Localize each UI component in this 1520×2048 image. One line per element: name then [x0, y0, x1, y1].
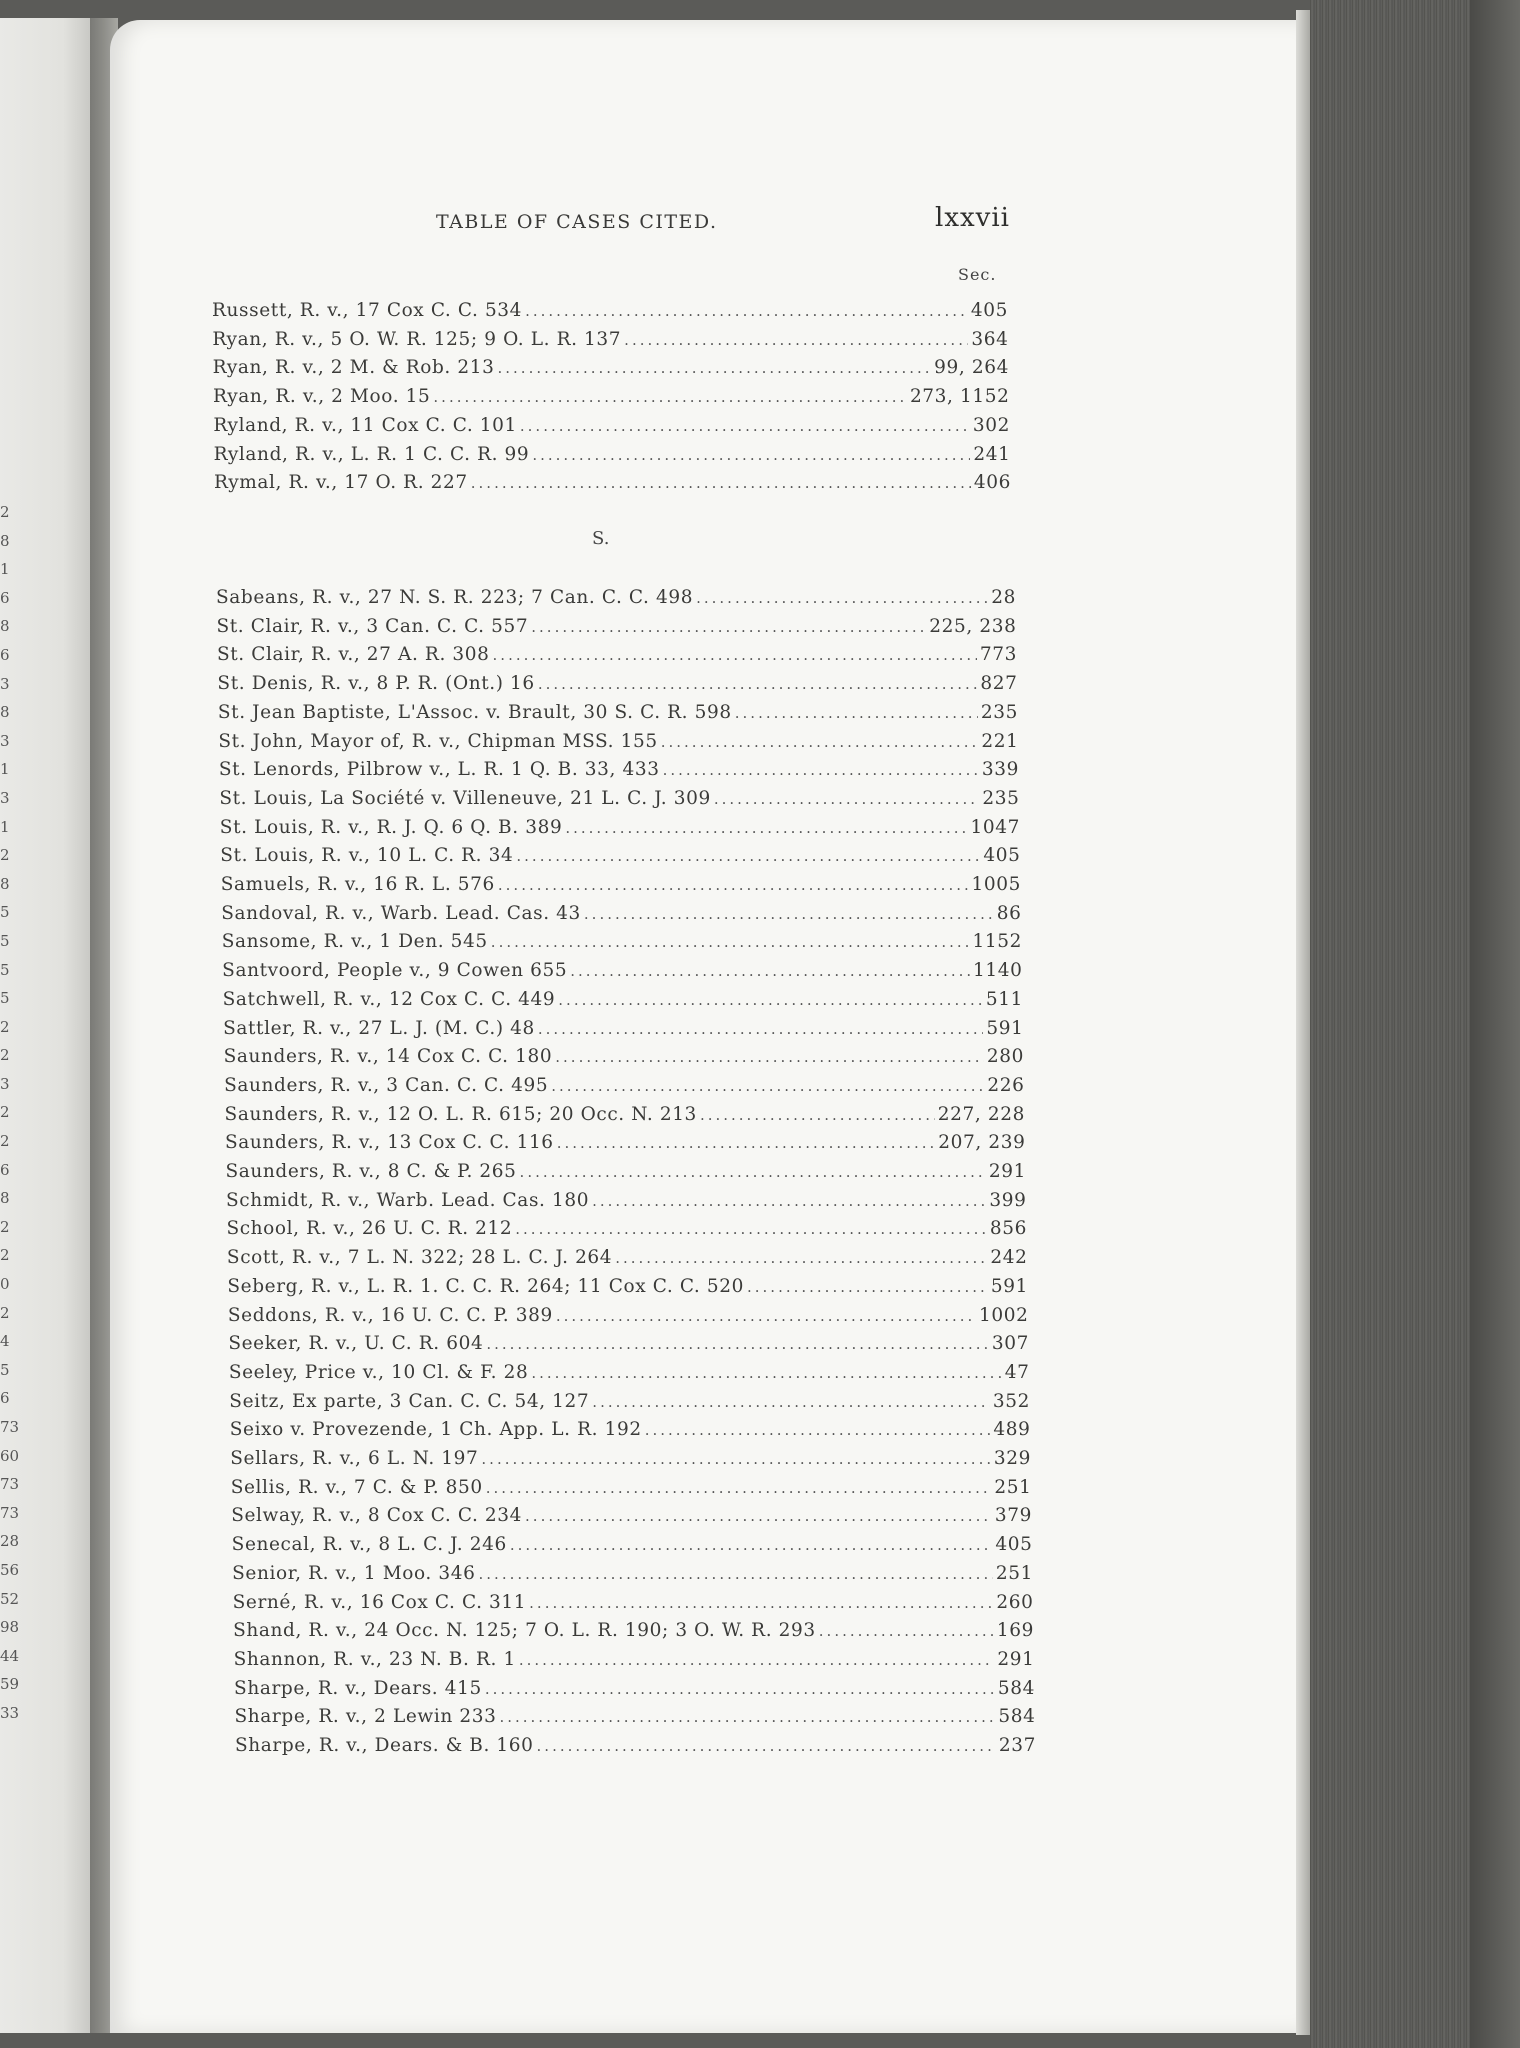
dot-leader: [700, 1106, 935, 1124]
section-reference: 1047: [970, 816, 1020, 838]
case-name: Sellis, R. v., 7 C. & P. 850: [230, 1476, 483, 1498]
dot-leader: [819, 1622, 994, 1640]
section-reference: 99, 264: [934, 357, 1009, 379]
case-entry: [213, 415, 1010, 443]
case-entry: [230, 1448, 1031, 1476]
left-edge-number: 56: [0, 1560, 20, 1579]
dot-leader: [481, 1450, 990, 1468]
section-reference: 260: [996, 1591, 1034, 1613]
case-entry: [217, 644, 1017, 672]
dot-leader: [615, 1249, 987, 1267]
left-edge-number: 2: [0, 1103, 10, 1122]
left-edge-number: 1: [0, 760, 10, 779]
section-reference: 86: [996, 902, 1022, 924]
case-name: St. Lenords, Pilbrow v., L. R. 1 Q. B. 33, 433: [218, 759, 660, 781]
dot-leader: [479, 1565, 993, 1583]
dot-leader: [557, 1134, 936, 1152]
left-edge-number: 8: [0, 617, 10, 636]
case-entry: [213, 386, 1010, 414]
case-name: Ryland, R. v., 11 Cox C. C. 101: [213, 414, 517, 436]
section-reference: 242: [990, 1247, 1028, 1269]
section-column-label: Sec.: [958, 265, 997, 284]
case-name: Sansome, R. v., 1 Den. 545: [221, 931, 488, 953]
case-entry: [222, 960, 1022, 988]
case-entry: [227, 1276, 1028, 1304]
section-reference: 280: [986, 1046, 1024, 1068]
case-entry: [230, 1419, 1031, 1447]
left-edge-number: 5: [0, 989, 10, 1008]
page-number: lxxvii: [935, 203, 1010, 233]
left-edge-number: 2: [0, 503, 10, 521]
section-reference: 591: [986, 1017, 1024, 1039]
case-name: Russett, R. v., 17 Cox C. C. 534: [212, 300, 523, 321]
left-edge-number: 8: [0, 1189, 10, 1208]
case-name: Senecal, R. v., 8 L. C. J. 246: [231, 1534, 507, 1556]
section-reference: 169: [996, 1620, 1034, 1642]
section-reference: 1140: [973, 960, 1023, 982]
case-entry: [226, 1190, 1027, 1218]
dot-leader: [584, 905, 994, 923]
dot-leader: [565, 819, 967, 837]
dot-leader: [525, 302, 968, 320]
section-reference: 399: [989, 1189, 1027, 1211]
section-reference: 591: [990, 1275, 1028, 1297]
dot-leader: [525, 1507, 992, 1525]
dot-leader: [510, 1536, 993, 1554]
case-name: Saunders, R. v., 3 Can. C. C. 495: [224, 1074, 549, 1096]
left-edge-number: 2: [0, 1017, 10, 1036]
dot-leader: [556, 1307, 976, 1325]
case-entry: [225, 1104, 1025, 1132]
case-entry: [212, 329, 1008, 357]
left-edge-number: 1: [0, 560, 10, 579]
dot-leader: [491, 933, 970, 951]
dot-leader: [714, 790, 980, 808]
left-edge-number: 5: [0, 931, 10, 950]
case-entry: [219, 759, 1019, 787]
case-name: Sharpe, R. v., Dears. 415: [234, 1677, 482, 1699]
case-name: St. Louis, La Société v. Villeneuve, 21 L. C. J. 309: [219, 787, 711, 809]
left-edge-number: 28: [0, 1532, 20, 1551]
left-edge-number: 3: [0, 1074, 10, 1093]
case-entry: [212, 300, 1008, 328]
section-reference: 302: [972, 414, 1010, 436]
dot-leader: [570, 962, 970, 980]
case-entry: [217, 673, 1017, 701]
left-edge-number: 52: [0, 1589, 20, 1608]
dot-leader: [471, 474, 971, 492]
dot-leader: [624, 331, 968, 349]
case-name: Sellars, R. v., 6 L. N. 197: [230, 1448, 479, 1469]
section-reference: 352: [992, 1390, 1030, 1412]
left-edge-number: 2: [0, 846, 10, 865]
case-name: Saunders, R. v., 14 Cox C. C. 180: [223, 1046, 553, 1068]
section-reference: 405: [970, 300, 1008, 321]
case-entry: [233, 1620, 1034, 1648]
left-edge-number: 3: [0, 674, 10, 693]
case-entry: [235, 1706, 1036, 1734]
section-reference: 235: [982, 787, 1020, 809]
case-entry: [226, 1161, 1027, 1189]
case-name: Samuels, R. v., 16 R. L. 576: [220, 874, 495, 895]
case-name: Shannon, R. v., 23 N. B. R. 1: [233, 1648, 516, 1670]
section-reference: 28: [991, 587, 1016, 608]
case-name: St. Clair, R. v., 3 Can. C. C. 557: [216, 615, 529, 637]
left-edge-number: 8: [0, 703, 10, 722]
left-edge-number: 60: [0, 1446, 20, 1465]
case-entry: [221, 874, 1021, 902]
section-reference: 307: [991, 1333, 1029, 1355]
dot-leader: [532, 446, 970, 464]
left-edge-number: 98: [0, 1618, 20, 1637]
case-name: St. Louis, R. v., R. J. Q. 6 Q. B. 389: [219, 816, 563, 838]
case-name: Ryan, R. v., 2 M. & Rob. 213: [212, 357, 495, 379]
section-reference: 405: [983, 845, 1021, 867]
running-title: TABLE OF CASES CITED.: [436, 211, 718, 233]
dot-leader: [592, 1192, 986, 1210]
case-entry: [220, 845, 1020, 873]
dot-leader: [520, 417, 970, 435]
left-edge-number: 6: [0, 645, 10, 664]
case-entry: [231, 1505, 1032, 1533]
left-edge-number: 2: [0, 1303, 10, 1322]
section-reference: 511: [985, 988, 1023, 1010]
dot-leader: [592, 1393, 990, 1411]
left-edge-number: 2: [0, 1246, 10, 1265]
case-entry: [234, 1649, 1035, 1677]
case-entry: [220, 817, 1020, 845]
case-entry: [225, 1132, 1025, 1160]
section-heading-s: S.: [592, 528, 610, 549]
dot-leader: [696, 589, 988, 607]
section-reference: 291: [997, 1648, 1035, 1670]
dot-leader: [499, 1708, 995, 1726]
left-edge-number: 6: [0, 588, 10, 607]
left-page: [0, 18, 90, 2033]
dot-leader: [663, 761, 979, 779]
dot-leader: [558, 991, 983, 1009]
section-reference: 1005: [971, 874, 1021, 895]
section-reference: 856: [989, 1218, 1027, 1240]
book-cover-edge: [1470, 0, 1520, 2048]
case-entry: [216, 587, 1016, 615]
case-entry: [229, 1362, 1030, 1390]
section-reference: 237: [998, 1735, 1036, 1756]
left-page-edge-numbers: [0, 498, 30, 1728]
case-name: Ryan, R. v., 5 O. W. R. 125; 9 O. L. R. 137: [212, 328, 622, 350]
dot-leader: [493, 646, 977, 664]
dot-leader: [538, 675, 978, 693]
case-entry: [228, 1333, 1029, 1361]
dot-leader: [433, 388, 907, 406]
case-entry: [214, 444, 1011, 472]
case-name: Rymal, R. v., 17 O. R. 227: [214, 472, 468, 494]
dot-leader: [531, 618, 926, 636]
case-entry: [213, 357, 1009, 385]
left-edge-number: 6: [0, 1160, 10, 1179]
dot-leader: [519, 1651, 995, 1669]
left-edge-number: 3: [0, 731, 10, 750]
case-entry: [232, 1563, 1033, 1591]
case-entry: [233, 1592, 1034, 1620]
case-entry: [223, 989, 1023, 1017]
case-entry: [231, 1477, 1032, 1505]
case-entry: [222, 931, 1022, 959]
case-name: Sharpe, R. v., 2 Lewin 233: [234, 1706, 497, 1728]
case-entry: [214, 472, 1011, 500]
section-reference: 379: [994, 1505, 1032, 1527]
case-name: St. Louis, R. v., 10 L. C. R. 34: [220, 845, 514, 867]
case-name: Selway, R. v., 8 Cox C. C. 234: [231, 1505, 523, 1527]
dot-leader: [515, 1220, 987, 1238]
left-edge-number: 73: [0, 1503, 20, 1522]
left-edge-number: 73: [0, 1418, 20, 1436]
case-entry: [234, 1678, 1035, 1706]
section-reference: 251: [995, 1562, 1033, 1584]
section-reference: 273, 1152: [909, 386, 1010, 408]
dot-leader: [747, 1278, 988, 1296]
left-edge-number: 6: [0, 1389, 10, 1408]
section-reference: 1152: [972, 931, 1022, 953]
case-entry: [227, 1247, 1028, 1275]
case-name: Scott, R. v., 7 L. N. 322; 28 L. C. J. 264: [226, 1247, 613, 1269]
section-reference: 235: [980, 701, 1018, 723]
section-reference: 47: [1004, 1361, 1030, 1383]
dot-leader: [661, 733, 979, 751]
dot-leader: [486, 1335, 989, 1353]
case-name: Seixo v. Provezende, 1 Ch. App. L. R. 192: [229, 1419, 642, 1441]
case-name: Seberg, R. v., L. R. 1. C. C. R. 264; 11 Cox C. C. 520: [227, 1275, 744, 1297]
section-reference: 406: [973, 472, 1011, 494]
case-entry: [224, 1075, 1024, 1103]
case-entry: [224, 1046, 1024, 1074]
section-reference: 241: [973, 443, 1011, 465]
left-edge-number: 0: [0, 1275, 10, 1294]
case-name: Sattler, R. v., 27 L. J. (M. C.) 48: [223, 1017, 535, 1039]
section-reference: 339: [981, 759, 1019, 781]
case-entry: [216, 616, 1016, 644]
case-name: Serné, R. v., 16 Cox C. C. 311: [232, 1591, 527, 1613]
left-edge-number: 4: [0, 1332, 10, 1351]
dot-leader: [498, 876, 969, 894]
case-name: Sabeans, R. v., 27 N. S. R. 223; 7 Can. C. C. 498: [216, 587, 694, 608]
case-entry: [218, 731, 1018, 759]
dot-leader: [486, 1479, 992, 1497]
dot-leader: [516, 847, 980, 865]
case-entry: [226, 1218, 1027, 1246]
section-reference: 329: [993, 1448, 1031, 1469]
page-edge: [1296, 10, 1310, 2035]
section-reference: 364: [971, 328, 1009, 350]
left-edge-number: 2: [0, 1132, 10, 1151]
section-reference: 584: [997, 1677, 1035, 1699]
case-name: Seddons, R. v., 16 U. C. C. P. 389: [227, 1304, 553, 1326]
dot-leader: [529, 1594, 993, 1612]
left-edge-number: 59: [0, 1675, 20, 1694]
case-name: Sharpe, R. v., Dears. & B. 160: [235, 1735, 534, 1756]
case-name: School, R. v., 26 U. C. R. 212: [226, 1218, 513, 1240]
dot-leader: [538, 1020, 984, 1038]
case-name: Shand, R. v., 24 Occ. N. 125; 7 O. L. R. 190; 3 O. W. R. 293: [233, 1620, 816, 1642]
case-entry: [219, 788, 1019, 816]
section-reference: 584: [998, 1706, 1036, 1728]
case-name: Seeley, Price v., 10 Cl. & F. 28: [228, 1361, 529, 1383]
left-edge-number: 2: [0, 1217, 10, 1236]
left-edge-number: 73: [0, 1475, 20, 1494]
left-edge-number: 5: [0, 903, 10, 922]
case-entry: [235, 1735, 1036, 1763]
section-reference: 291: [988, 1161, 1026, 1182]
left-edge-number: 2: [0, 1046, 10, 1065]
section-reference: 1002: [979, 1304, 1029, 1326]
dot-leader: [531, 1364, 1001, 1382]
case-entry: [223, 1018, 1023, 1046]
case-name: Saunders, R. v., 12 O. L. R. 615; 20 Occ. N. 213: [224, 1103, 697, 1125]
case-entry: [218, 702, 1018, 730]
section-reference: 489: [993, 1419, 1031, 1441]
case-entry: [232, 1534, 1033, 1562]
case-name: Sandoval, R. v., Warb. Lead. Cas. 43: [221, 902, 581, 924]
case-name: Santvoord, People v., 9 Cowen 655: [222, 960, 568, 982]
case-name: St. Clair, R. v., 27 A. R. 308: [216, 644, 490, 666]
left-edge-number: 5: [0, 960, 10, 979]
left-edge-number: 8: [0, 874, 10, 893]
section-reference: 227, 228: [937, 1103, 1025, 1125]
dot-leader: [520, 1163, 986, 1181]
case-name: Saunders, R. v., 13 Cox C. C. 116: [225, 1132, 554, 1154]
case-entry: [221, 903, 1021, 931]
left-edge-number: 1: [0, 817, 10, 836]
case-entry: [229, 1391, 1030, 1419]
section-reference: 221: [981, 730, 1019, 752]
case-name: Seitz, Ex parte, 3 Can. C. C. 54, 127: [229, 1390, 590, 1412]
case-entry: [228, 1305, 1029, 1333]
dot-leader: [735, 704, 978, 722]
section-reference: 226: [987, 1074, 1025, 1096]
left-edge-number: 8: [0, 531, 10, 550]
case-name: St. Denis, R. v., 8 P. R. (Ont.) 16: [217, 673, 535, 695]
section-reference: 827: [980, 673, 1018, 695]
case-name: Seeker, R. v., U. C. R. 604: [228, 1333, 484, 1355]
case-name: St. John, Mayor of, R. v., Chipman MSS. 155: [218, 730, 658, 752]
case-name: Ryland, R. v., L. R. 1 C. C. R. 99: [213, 443, 530, 465]
dot-leader: [551, 1077, 984, 1095]
left-edge-number: 3: [0, 788, 10, 807]
dot-leader: [537, 1737, 996, 1755]
section-reference: 773: [979, 644, 1017, 666]
left-edge-number: 5: [0, 1360, 10, 1379]
left-edge-number: 44: [0, 1646, 20, 1665]
dot-leader: [485, 1680, 995, 1698]
section-reference: 225, 238: [929, 615, 1017, 637]
dot-leader: [645, 1421, 991, 1439]
section-reference: 207, 239: [938, 1132, 1026, 1154]
case-name: Satchwell, R. v., 12 Cox C. C. 449: [222, 988, 556, 1010]
case-name: St. Jean Baptiste, L'Assoc. v. Brault, 30 S. C. R. 598: [217, 701, 732, 723]
section-reference: 251: [994, 1476, 1032, 1498]
case-name: Saunders, R. v., 8 C. & P. 265: [225, 1161, 517, 1182]
left-edge-number: 33: [0, 1703, 20, 1722]
case-name: Schmidt, R. v., Warb. Lead. Cas. 180: [225, 1189, 590, 1211]
case-name: Ryan, R. v., 2 Moo. 15: [213, 386, 431, 408]
section-reference: 405: [995, 1534, 1033, 1556]
case-name: Senior, R. v., 1 Moo. 346: [232, 1562, 476, 1584]
dot-leader: [498, 359, 932, 377]
dot-leader: [555, 1048, 984, 1066]
